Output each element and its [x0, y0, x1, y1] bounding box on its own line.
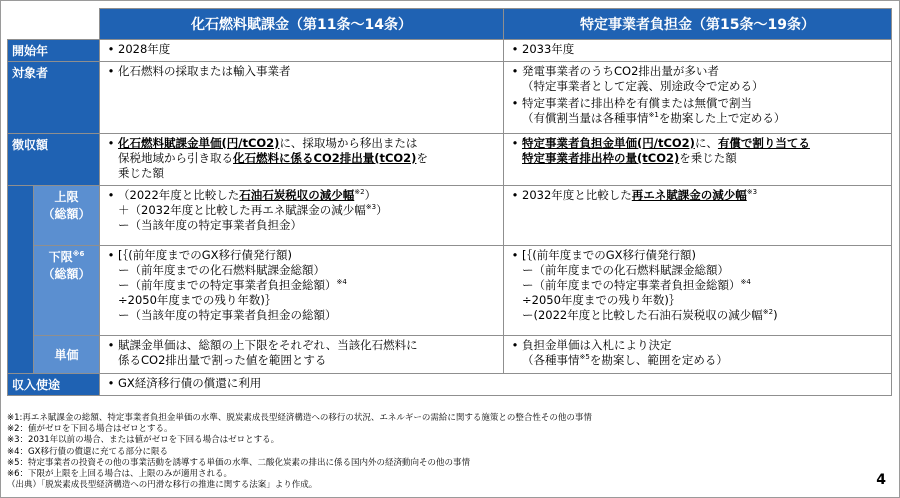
start-year-col2: [504, 40, 892, 62]
target-b1-line1: 発電事業者のうちCO2排出量が多い者: [522, 64, 719, 78]
start-year-value-1: 2028年度: [118, 42, 171, 56]
footnote-ref-2b: ※2: [762, 308, 774, 317]
lower-1-l5: ー（当該年度の特定事業者負担金の総額）: [118, 308, 337, 322]
paid-allocation: 有償で割り当てる: [717, 136, 810, 150]
bullet-icon: •: [107, 64, 115, 78]
usage-cell: [100, 374, 892, 396]
start-year-value-2: 2033年度: [522, 42, 575, 56]
upper-1-l2a: ＋（2032年度と比較した再エネ賦課金の減少幅: [118, 203, 366, 217]
unit-text-1: [118, 338, 418, 368]
row-usage: [8, 374, 892, 396]
unit-text-2: [522, 338, 728, 368]
footnote-3: ※3：2031年以前の場合、または値がゼロを下回る場合はゼロとする。: [7, 435, 280, 446]
label-amount: 徴収額: [8, 134, 100, 186]
lower-text-2: [522, 248, 778, 323]
label-start-year: 開始年: [8, 40, 100, 62]
upper-label-line2: （総額）: [42, 207, 91, 221]
amount-2-t1: に、: [694, 136, 718, 150]
bullet-icon: •: [107, 136, 115, 150]
amount-text-2: [522, 136, 810, 166]
start-year-col1: [100, 40, 504, 62]
label-usage: 収入使途: [8, 374, 100, 396]
amount-1-t2: 保税地域から引き取る: [118, 151, 233, 165]
upper-text-2: [522, 188, 757, 203]
upper-col2: [504, 186, 892, 246]
unit-1-l1: 賦課金単価は、総額の上下限をそれぞれ、当該化石燃料に: [118, 338, 418, 352]
renewable-levy-decrease: 再エネ賦課金の減少幅: [631, 188, 747, 202]
target-text-1: 化石燃料の採取または輸入事業者: [118, 64, 291, 78]
source-note: （出典）「脱炭素成長型経済構造への円滑な移行の推進に関する法案」より作成。: [7, 480, 318, 491]
footnote-ref-3b: ※3: [746, 188, 758, 197]
label-target: 対象者: [8, 62, 100, 134]
row-start-year: [8, 40, 892, 62]
upper-1-l1b: ）: [364, 188, 377, 202]
footnotes: [7, 413, 877, 491]
target-col2: [504, 62, 892, 134]
bullet-icon: •: [511, 64, 519, 78]
row-target: [8, 62, 892, 134]
unit-2-l2a: （各種事情: [522, 353, 580, 367]
upper-2-a: 2032年度と比較した: [522, 188, 632, 202]
lower-label-line1: 下限: [48, 250, 73, 264]
upper-label-line1: 上限: [54, 190, 79, 204]
footnote-ref-6: ※6: [72, 250, 85, 258]
upper-1-l1a: （2022年度と比較した: [118, 188, 240, 202]
label-upper-limit: [34, 186, 100, 246]
amount-2-t2: を乗じた額: [679, 151, 737, 165]
emission-allowance-amount: 特定事業者排出枠の量(tCO2): [522, 151, 680, 165]
footnote-ref-5: ※5: [579, 353, 590, 362]
bullet-icon: •: [511, 96, 519, 110]
fossil-co2-emission: 化石燃料に係るCO2排出量(tCO2): [233, 151, 417, 165]
upper-1-l2b: ）: [376, 203, 388, 217]
target-b2-line2a: （有償割当量は各種事情: [522, 111, 649, 125]
footnote-ref-3: ※3: [365, 203, 377, 212]
bullet-icon: •: [107, 338, 115, 352]
row-unit-price: [8, 336, 892, 374]
amount-col1: [100, 134, 504, 186]
amount-1-t1: に、採取場から移出または: [279, 136, 418, 150]
sub-row-strip: [8, 186, 34, 374]
footnote-6: ※6：下限が上限を上回る場合は、上限のみが適用される。: [7, 469, 233, 480]
unit-2-l1: 負担金単価は入札により決定: [522, 338, 672, 352]
lower-2-l5a: ー(2022年度と比較した石油石炭税収の減少幅: [522, 308, 763, 322]
footnote-ref-2: ※2: [354, 188, 365, 197]
unit-col1: [100, 336, 504, 374]
target-b2-line1: 特定事業者に排出枠を有償または無償で割当: [522, 96, 752, 110]
bullet-icon: •: [107, 376, 115, 390]
lower-col1: [100, 246, 504, 336]
amount-col2: [504, 134, 892, 186]
bullet-icon: •: [511, 248, 519, 262]
lower-2-l1: [｛(前年度までのGX移行債発行額): [522, 248, 696, 262]
upper-1-l3: ー（当該年度の特定事業者負担金）: [118, 218, 302, 232]
lower-2-l5b: ): [773, 308, 778, 322]
amount-1-t3: を: [416, 151, 428, 165]
header-specified-operator-charge: 特定事業者負担金（第15条～19条）: [504, 9, 892, 40]
footnote-2: ※2：値がゼロを下回る場合はゼロとする。: [7, 424, 173, 435]
bullet-icon: •: [511, 338, 519, 352]
header-fossil-fuel-levy: 化石燃料賦課金（第11条～14条）: [100, 9, 504, 40]
label-lower-limit: [34, 246, 100, 336]
unit-col2: [504, 336, 892, 374]
comparison-table: [7, 8, 892, 396]
page-number: 4: [876, 472, 886, 488]
footnote-ref-1: ※1: [648, 111, 659, 120]
operator-charge-unit-price: 特定事業者負担金単価(円/tCO2): [522, 136, 695, 150]
upper-text-1: [118, 188, 388, 233]
target-b2-line2b: を勘案した上で定める）: [658, 111, 786, 125]
lower-2-l3a: ー（前年度までの特定事業者負担金総額）: [522, 278, 741, 292]
footnote-1: ※1:再エネ賦課金の総額、特定事業者負担金単価の水準、脱炭素成長型経済構造への移行の状況、エネルギーの需給に関する施策との整合性その他の事情: [7, 413, 592, 423]
footnote-5: ※5：特定事業者の投資その他の事業活動を誘導する単価の水準、二酸化炭素の排出に係る国内外の経済動向その他の事情: [7, 457, 471, 468]
oil-coal-tax-decrease: 石油石炭税収の減少幅: [239, 188, 355, 202]
bullet-icon: •: [511, 42, 519, 56]
footnote-ref-4b: ※4: [740, 278, 751, 287]
row-upper-limit: [8, 186, 892, 246]
lower-1-l4: ÷2050年度までの残り年数)｝: [118, 293, 277, 307]
unit-1-l2: 係るCO2排出量で割った値を範囲とする: [118, 353, 327, 367]
unit-2-l2b: を勘案し、範囲を定める）: [589, 353, 728, 367]
header-corner: [8, 9, 100, 40]
lower-1-l1: [｛(前年度までのGX移行債発行額): [118, 248, 292, 262]
row-amount: [8, 134, 892, 186]
amount-text-1: [118, 136, 428, 181]
usage-text: GX経済移行債の償還に利用: [118, 376, 262, 390]
bullet-icon: •: [107, 42, 115, 56]
lower-text-1: [118, 248, 347, 323]
bullet-icon: •: [511, 188, 519, 202]
target-col1: [100, 62, 504, 134]
lower-2-l4: ÷2050年度までの残り年数)｝: [522, 293, 681, 307]
target-bullet-2: [522, 96, 785, 126]
target-bullet-1: [522, 64, 764, 94]
fossil-levy-unit-price: 化石燃料賦課金単価(円/tCO2): [118, 136, 280, 150]
lower-1-l2: ー（前年度までの化石燃料賦課金総額）: [118, 263, 325, 277]
footnote-4: ※4：GX移行債の償還に充てる部分に限る: [7, 446, 168, 457]
footnote-ref-4: ※4: [336, 278, 347, 287]
lower-1-l3a: ー（前年度までの特定事業者負担金総額）: [118, 278, 337, 292]
bullet-icon: •: [107, 188, 115, 202]
header-row: [8, 9, 892, 40]
bullet-icon: •: [511, 136, 519, 150]
bullet-icon: •: [107, 248, 115, 262]
lower-2-l2: ー（前年度までの化石燃料賦課金総額）: [522, 263, 729, 277]
amount-1-t4: 乗じた額: [118, 166, 164, 180]
target-b1-line2: （特定事業者として定義、別途政令で定める）: [522, 79, 764, 93]
upper-col1: [100, 186, 504, 246]
label-unit-price: 単価: [34, 336, 100, 374]
lower-col2: [504, 246, 892, 336]
lower-label-line2: （総額）: [42, 267, 91, 281]
row-lower-limit: [8, 246, 892, 336]
